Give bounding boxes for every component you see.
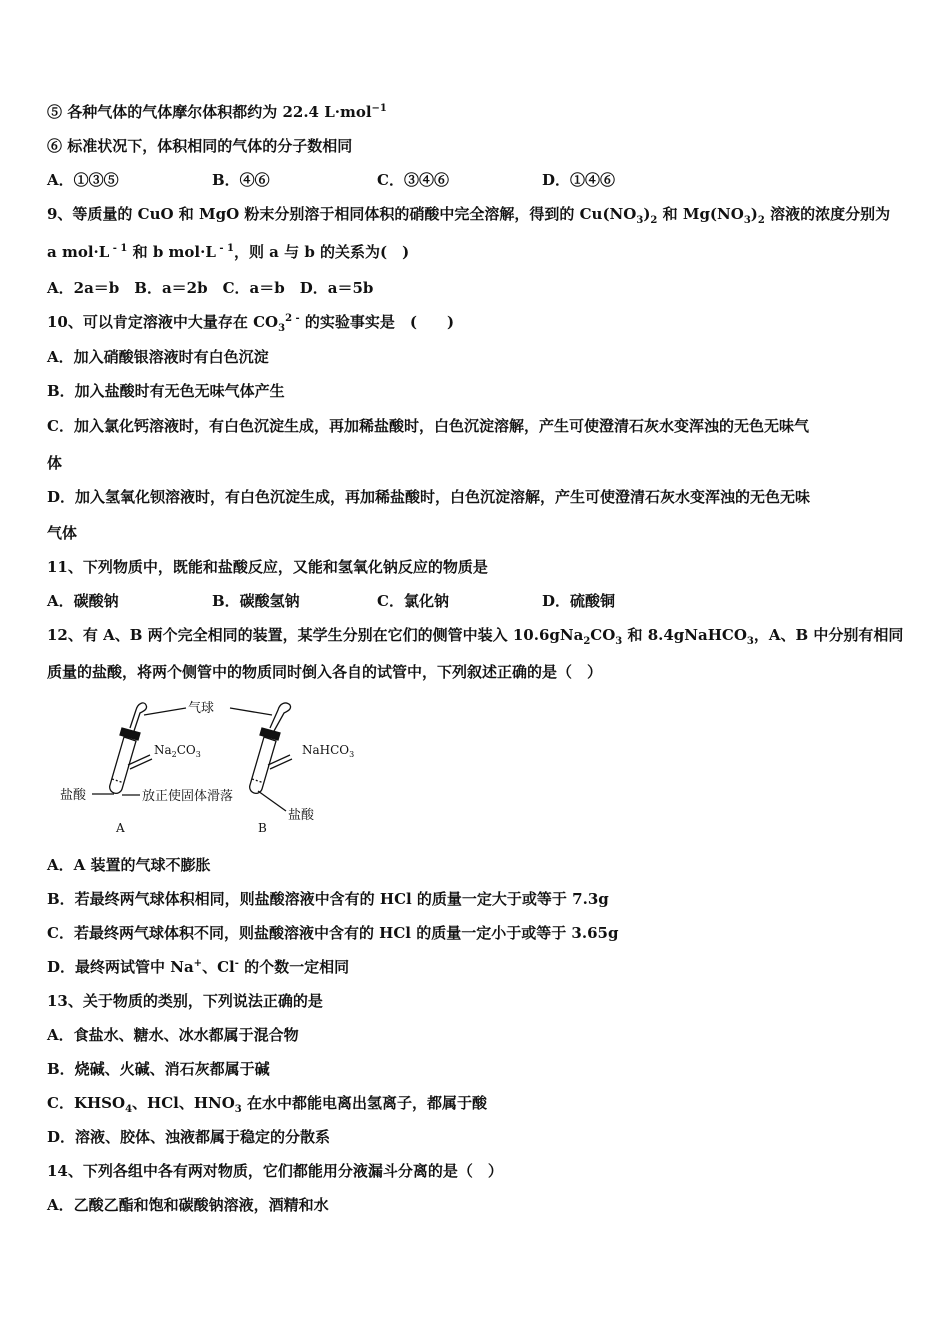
q10-option-c: C．加入氯化钙溶液时，有白色沉淀生成，再加稀盐酸时，白色沉淀溶解，产生可使澄清石灰水变浑浊的无色无味气 <box>47 417 809 435</box>
q14-option-a: A．乙酸乙酯和饱和碳酸钠溶液，酒精和水 <box>47 1196 329 1214</box>
q12-stem-line-1: 12、有 A、B 两个完全相同的装置，某学生分别在它们的侧管中装入 $10.6gNa_2CO_3$ 和 8.4gNaHCO$_3$，A、B 中分别有相同 <box>47 626 904 647</box>
statement-6: ⑥ 标准状况下，体积相同的气体的分子数相同 <box>47 137 353 155</box>
q8-option-b: B．④⑥ <box>212 171 270 189</box>
acid-a <box>112 779 124 783</box>
q13-option-d: D．溶液、胶体、浊液都属于稳定的分散系 <box>47 1128 331 1146</box>
q8-option-c: C．③④⑥ <box>377 171 449 189</box>
tube-a <box>110 737 136 793</box>
q13-stem: 13、关于物质的类别，下列说法正确的是 <box>47 992 323 1010</box>
q11-option-c: C．氯化钠 <box>377 592 449 610</box>
label-middle: 放正使固体滑落 <box>142 789 234 804</box>
q11-option-b: B．碳酸氢钠 <box>212 592 300 610</box>
label-na2co3: $Na_2CO_3$ <box>154 743 201 759</box>
q8-option-a: A．①③⑤ <box>47 171 119 189</box>
q10-option-d-continued: 气体 <box>47 524 78 542</box>
balloon-b <box>270 703 291 731</box>
q10-stem: 10、可以肯定溶液中大量存在 $CO_3^{2 -}$ 的实验事实是 ( ) <box>47 313 455 334</box>
balloon-a <box>130 703 147 731</box>
q10-option-b: B．加入盐酸时有无色无味气体产生 <box>47 382 285 400</box>
q9-stem-line-1: 9、等质量的 CuO 和 MgO 粉末分别溶于相同体积的硝酸中完全溶解，得到的 $Cu(NO_3)_2$ 和 $Mg(NO_3)_2$ 溶液的浓度分别为 <box>47 205 891 226</box>
q14-stem: 14、下列各组中各有两对物质，它们都能用分液漏斗分离的是（ ） <box>47 1162 503 1180</box>
q10-option-d: D．加入氢氧化钡溶液时，有白色沉淀生成，再加稀盐酸时，白色沉淀溶解，产生可使澄清石灰水变浑浊的无色无味 <box>47 488 811 506</box>
q9-options: A．2a＝b B．a＝2b C．a＝b D．a＝5b <box>47 279 374 297</box>
statement-5: ⑤ 各种气体的气体摩尔体积都约为 22.4 L·mol$^{-1}$ <box>47 103 387 121</box>
q12-option-b: B．若最终两气球体积相同，则盐酸溶液中含有的 HCl 的质量一定大于或等于 7.3g <box>47 890 609 908</box>
q12-option-a: A．A 装置的气球不膨胀 <box>47 856 211 874</box>
q12-option-d: D．最终两试管中 Na+、Cl- 的个数一定相同 <box>47 958 350 976</box>
q8-option-d: D．①④⑥ <box>542 171 616 189</box>
label-nahco3: NaHCO$_3$ <box>302 743 355 759</box>
q9-stem-line-2: a mol·L $^{- 1}$ 和 b mol·L $^{- 1}$，则 a 与 b 的关系为( ) <box>47 243 410 261</box>
q12-option-c: C．若最终两气球体积不同，则盐酸溶液中含有的 HCl 的质量一定小于或等于 3.65g <box>47 924 619 942</box>
q12-stem-line-2: 质量的盐酸，将两个侧管中的物质同时倒入各自的试管中，下列叙述正确的是（ ） <box>47 663 603 681</box>
acid-leader-right <box>258 791 286 811</box>
label-acid-a: 盐酸 <box>60 788 87 803</box>
label-a: A <box>116 821 125 835</box>
label-acid-b: 盐酸 <box>288 808 315 823</box>
q11-options <box>47 591 907 611</box>
tube-b <box>250 737 276 793</box>
label-b: B <box>258 821 267 835</box>
label-balloon: 气球 <box>188 701 215 716</box>
q12-apparatus-figure <box>58 695 368 840</box>
acid-b <box>252 779 264 783</box>
q8-options <box>47 170 907 190</box>
balloon-leader-left <box>144 708 186 715</box>
q13-option-a: A．食盐水、糖水、冰水都属于混合物 <box>47 1026 299 1044</box>
q11-option-a: A．碳酸钠 <box>47 592 119 610</box>
q11-stem: 11、下列物质中，既能和盐酸反应，又能和氢氧化钠反应的物质是 <box>47 558 488 576</box>
q10-option-a: A．加入硝酸银溶液时有白色沉淀 <box>47 348 269 366</box>
q11-option-d: D．硫酸铜 <box>542 592 616 610</box>
balloon-leader-right <box>230 708 272 715</box>
q13-option-c: C．$KHSO_4$、HCl、$HNO_3$ 在水中都能电离出氢离子，都属于酸 <box>47 1094 487 1115</box>
q13-option-b: B．烧碱、火碱、消石灰都属于碱 <box>47 1060 270 1078</box>
q10-option-c-continued: 体 <box>47 454 63 472</box>
